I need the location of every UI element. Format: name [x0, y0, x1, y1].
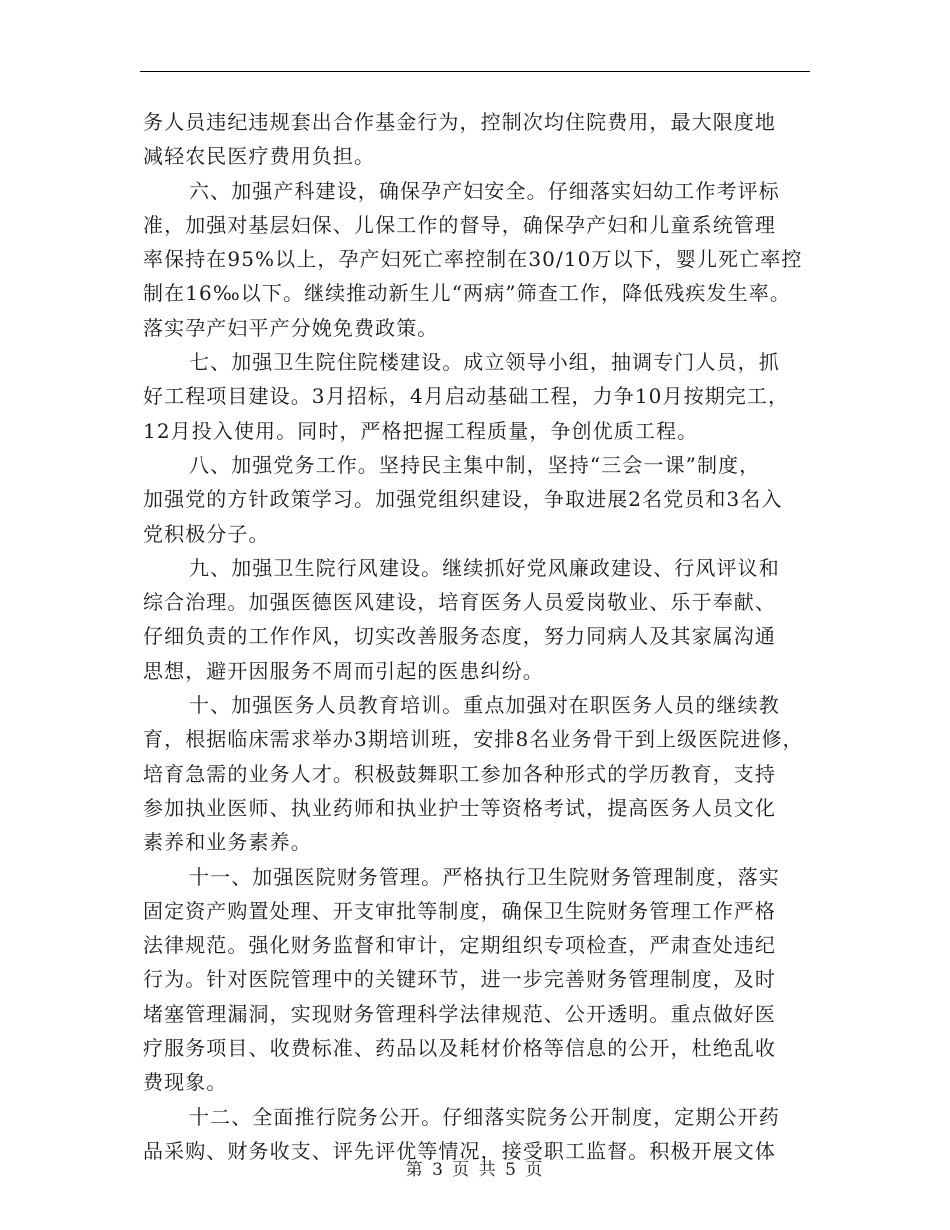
text-line: 素养和业务素养。: [143, 830, 312, 855]
text-line: 法律规范。强化财务监督和审计，定期组织专项检查，严肃查处违纪: [143, 933, 776, 958]
text-line: 加强党的方针政策学习。加强党组织建设，争取进展2名党员和3名入: [143, 487, 783, 512]
text-line: 堵塞管理漏洞，实现财务管理科学法律规范、公开透明。重点做好医: [143, 1001, 776, 1026]
text-line: 品采购、财务收支、评先评优等情况，接受职工监督。积极开展文体: [143, 1138, 776, 1163]
document-body: [143, 105, 808, 1168]
text-line: 综合治理。加强医德医风建设，培育医务人员爱岗敬业、乐于奉献、: [143, 590, 776, 615]
paragraph-first-line: 六、加强产科建设，确保孕产妇安全。仔细落实妇幼工作考评标: [189, 178, 780, 203]
text-line: 疗服务项目、收费标准、药品以及耗材价格等信息的公开，杜绝乱收: [143, 1036, 776, 1061]
text-line: 落实孕产妇平产分娩免费政策。: [143, 315, 439, 340]
paragraph-first-line: 九、加强卫生院行风建设。继续抓好党风廉政建设、行风评议和: [189, 555, 780, 580]
header-rule: [140, 71, 810, 72]
paragraph-first-line: 十、加强医务人员教育培训。重点加强对在职医务人员的继续教: [189, 693, 780, 718]
paragraph-first-line: 八、加强党务工作。坚持民主集中制，坚持“三会一课”制度，: [189, 452, 761, 477]
text-line: 制在16‰以下。继续推动新生儿“两病”筛查工作，降低残疾发生率。: [143, 281, 791, 306]
text-line: 参加执业医师、执业药师和执业护士等资格考试，提高医务人员文化: [143, 795, 776, 820]
text-line: 仔细负责的工作作风，切实改善服务态度，努力同病人及其家属沟通: [143, 624, 776, 649]
text-line: 12月投入使用。同时，严格把握工程质量，争创优质工程。: [143, 418, 699, 443]
text-line: 好工程项目建设。3月招标，4月启动基础工程，力争10月按期完工，: [143, 384, 790, 409]
text-line: 费现象。: [143, 1070, 228, 1095]
text-line: 固定资产购置处理、开支审批等制度，确保卫生院财务管理工作严格: [143, 898, 776, 923]
text-line: 思想，避开因服务不周而引起的医患纠纷。: [143, 658, 544, 683]
page-number: 第 3 页 共 5 页: [405, 1160, 545, 1180]
text-line: 务人员违纪违规套出合作基金行为，控制次均住院费用，最大限度地: [143, 110, 776, 134]
text-line: 减轻农民医疗费用负担。: [143, 144, 376, 169]
text-line: 培育急需的业务人才。积极鼓舞职工参加各种形式的学历教育，支持: [143, 761, 776, 786]
text-line: 行为。针对医院管理中的关键环节，进一步完善财务管理制度，及时: [143, 967, 776, 992]
paragraph-first-line: 十二、全面推行院务公开。仔细落实院务公开制度，定期公开药: [189, 1104, 780, 1129]
text-line: 育，根据临床需求举办3期培训班，安排8名业务骨干到上级医院进修，: [143, 727, 804, 752]
text-line: 党积极分子。: [143, 521, 270, 546]
paragraph-first-line: 七、加强卫生院住院楼建设。成立领导小组，抽调专门人员，抓: [189, 350, 780, 375]
text-line: 准，加强对基层妇保、儿保工作的督导，确保孕产妇和儿童系统管理: [143, 212, 776, 237]
paragraph-first-line: 十一、加强医院财务管理。严格执行卫生院财务管理制度，落实: [189, 864, 780, 889]
text-line: 率保持在95%以上，孕产妇死亡率控制在30/10万以下，婴儿死亡率控: [143, 247, 803, 272]
